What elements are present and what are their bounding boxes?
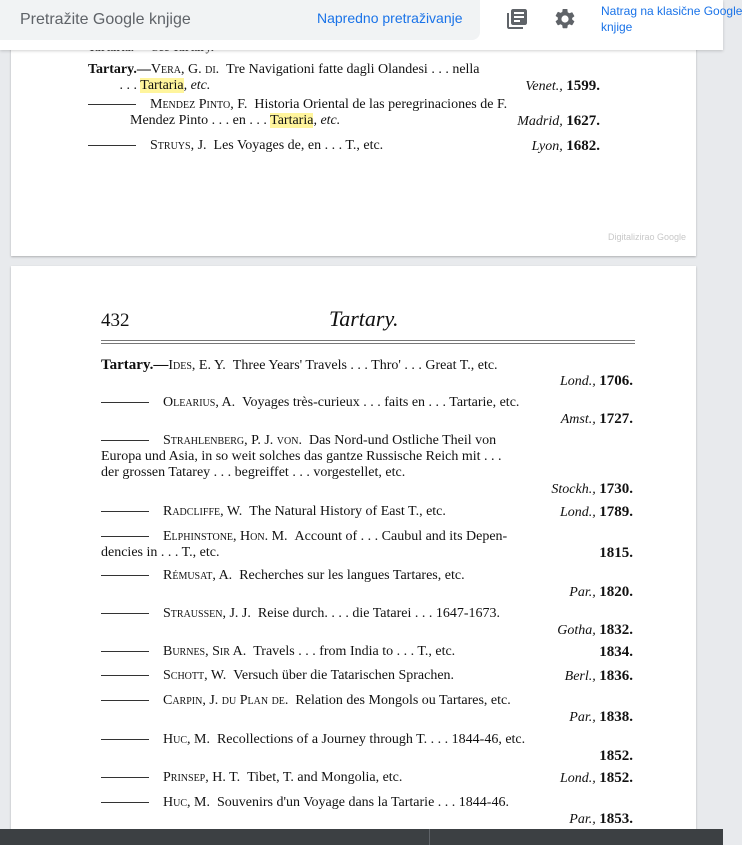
list-item: Elphinstone, Hon. M. Account of . . . Caubul and its Depen- dencies in . . . T., etc. 1815.: [101, 529, 633, 561]
list-item: Mendez Pinto, F. Historia Oriental de las peregrinaciones de F. Mendez Pinto . . . en . . . Tartaria, etc. Madrid, 1627.: [88, 97, 600, 129]
divider: [101, 343, 635, 344]
list-item: Tartary.—Vera, G. di. Tre Navigationi fatte dagli Olandesi . . . nella . . . Tartaria, etc. Venet., 1599.: [88, 62, 600, 94]
list-item: Olearius, A. Voyages très-curieux . . . faits en . . . Tartarie, etc. Amst., 1727.: [101, 395, 633, 411]
search-input[interactable]: [18, 9, 302, 31]
list-item: Carpin, J. du Plan de. Relation des Mongols ou Tartares, etc. Par., 1838.: [101, 693, 633, 709]
book-page-2: [11, 266, 696, 836]
divider: [101, 340, 635, 341]
list-item: Burnes, Sir A. Travels . . . from India to . . . T., etc. 1834.: [101, 644, 633, 660]
classic-books-link[interactable]: Natrag na klasične Google knjige: [601, 4, 742, 34]
list-item: Straussen, J. J. Reise durch. . . . die Tatarei . . . 1647-1673. Gotha, 1832.: [101, 606, 633, 622]
list-item: Tartary.—Ides, E. Y. Three Years' Travels . . . Thro' . . . Great T., etc. Lond., 1706.: [101, 357, 633, 389]
advanced-search-link[interactable]: Napredno pretraživanje: [317, 10, 463, 26]
list-item: Rémusat, A. Recherches sur les langues Tartares, etc. Par., 1820.: [101, 568, 633, 584]
search-highlight: Tartaria: [140, 78, 184, 93]
gear-icon[interactable]: [553, 7, 577, 31]
page-number: 432: [101, 310, 130, 331]
library-icon[interactable]: [505, 7, 529, 31]
list-item: Radcliffe, W. The Natural History of East T., etc. Lond., 1789.: [101, 504, 633, 520]
search-highlight: Tartaria: [270, 113, 314, 128]
list-item: Huc, M. Recollections of a Journey through T. . . . 1844-46, etc. 1852.: [101, 732, 633, 748]
list-item: Prinsep, H. T. Tibet, T. and Mongolia, etc. Lond., 1852.: [101, 770, 633, 786]
top-toolbar: [0, 0, 742, 50]
page-title: Tartary.: [329, 306, 399, 331]
digitized-by-label: Digitalizirao Google: [607, 232, 686, 242]
list-item: Huc, M. Souvenirs d'un Voyage dans la Tartarie . . . 1844-46. Par., 1853.: [101, 795, 633, 811]
search-box: [0, 0, 480, 40]
bottom-bar: [0, 829, 723, 845]
list-item: Strahlenberg, P. J. von. Das Nord-und Ostliche Theil von Europa und Asia, in so weit solches das gantze Russische Reich mit . . . der grossen Tatarey . . . begreiffet . . . vorgestellet, etc. Stockh., 1730.: [101, 433, 633, 497]
list-item: Schott, W. Versuch über die Tatarischen Sprachen. Berl., 1836.: [101, 668, 633, 684]
list-item: Struys, J. Les Voyages de, en . . . T., etc. Lyon, 1682.: [88, 138, 600, 154]
divider: [429, 829, 430, 845]
